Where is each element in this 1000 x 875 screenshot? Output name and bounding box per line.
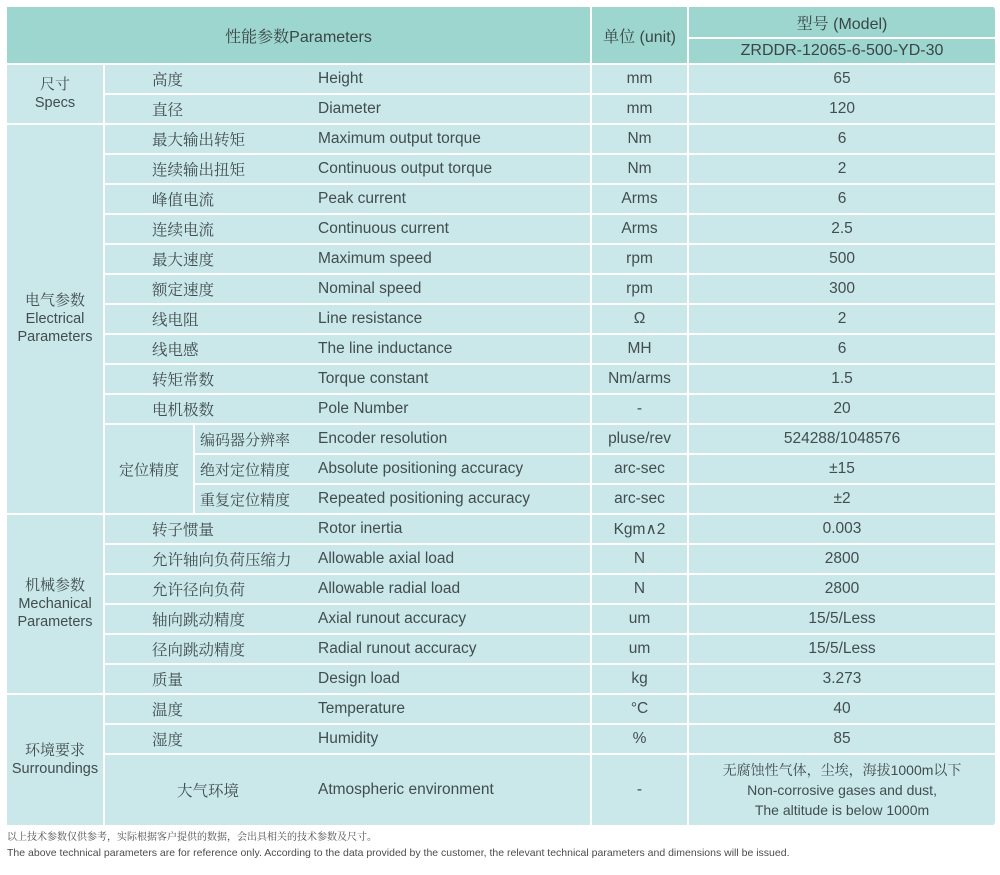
table-row (6, 184, 995, 214)
spec-table-container (5, 5, 995, 827)
footnote (5, 827, 995, 861)
param-unit: rpm (591, 274, 688, 304)
table-row (6, 754, 995, 826)
param-value: 1.5 (688, 364, 995, 394)
param-unit: um (591, 604, 688, 634)
param-cn: 大气环境 (104, 754, 311, 826)
param-unit: N (591, 574, 688, 604)
section-label-en: Mechanical Parameters (17, 596, 93, 631)
param-value: 300 (688, 274, 995, 304)
param-unit: pluse/rev (591, 424, 688, 454)
table-row (6, 244, 995, 274)
param-cn: 直径 (104, 94, 311, 124)
param-value: 15/5/Less (688, 604, 995, 634)
param-cn: 轴向跳动精度 (104, 604, 311, 634)
param-cn: 编码器分辨率 (194, 424, 311, 454)
param-value: 524288/1048576 (688, 424, 995, 454)
param-unit: Arms (591, 214, 688, 244)
param-en: Design load (311, 664, 591, 694)
value-line: 无腐蚀性气体，尘埃，海拔1000m以下 (722, 761, 962, 778)
section-label-cn: 环境要求 (24, 741, 85, 759)
table-row (6, 724, 995, 754)
param-en: Humidity (311, 724, 591, 754)
param-cn: 额定速度 (104, 274, 311, 304)
param-value: 2800 (688, 544, 995, 574)
param-cn: 转矩常数 (104, 364, 311, 394)
param-en: Line resistance (311, 304, 591, 334)
param-unit: mm (591, 94, 688, 124)
section-surroundings (6, 694, 104, 826)
table-row (6, 334, 995, 364)
table-row (6, 154, 995, 184)
param-value: 500 (688, 244, 995, 274)
param-unit: Nm (591, 154, 688, 184)
param-value: 2800 (688, 574, 995, 604)
param-en: Temperature (311, 694, 591, 724)
param-en: Diameter (311, 94, 591, 124)
param-value: ±2 (688, 484, 995, 514)
param-cn: 连续电流 (104, 214, 311, 244)
param-en: Allowable axial load (311, 544, 591, 574)
param-en: Allowable radial load (311, 574, 591, 604)
section-mechanical (6, 514, 104, 694)
param-unit: MH (591, 334, 688, 364)
param-en: Repeated positioning accuracy (311, 484, 591, 514)
param-cn: 最大输出转矩 (104, 124, 311, 154)
param-value: 3.273 (688, 664, 995, 694)
table-row (6, 274, 995, 304)
param-cn: 径向跳动精度 (104, 634, 311, 664)
param-value: 6 (688, 334, 995, 364)
param-en: Maximum output torque (311, 124, 591, 154)
param-en: Axial runout accuracy (311, 604, 591, 634)
table-row (6, 694, 995, 724)
param-unit: Nm (591, 124, 688, 154)
param-value: 65 (688, 64, 995, 94)
section-label-cn: 电气参数 (24, 291, 85, 309)
param-cn: 最大速度 (104, 244, 311, 274)
table-row (6, 124, 995, 154)
param-en: Peak current (311, 184, 591, 214)
header-model-number: ZRDDR-12065-6-500-YD-30 (688, 38, 995, 64)
param-cn: 高度 (104, 64, 311, 94)
param-en: Continuous current (311, 214, 591, 244)
header-unit: 单位 (unit) (591, 6, 688, 64)
table-row (6, 304, 995, 334)
param-cn: 电机极数 (104, 394, 311, 424)
param-unit: Kgm∧2 (591, 514, 688, 544)
value-line: The altitude is below 1000m (754, 802, 930, 819)
param-cn: 温度 (104, 694, 311, 724)
param-unit: um (591, 634, 688, 664)
param-cn: 允许轴向负荷压缩力 (104, 544, 311, 574)
param-cn: 转子惯量 (104, 514, 311, 544)
section-label-en: Electrical Parameters (17, 311, 93, 346)
table-row (6, 64, 995, 94)
value-line: Non-corrosive gases and dust, (747, 781, 937, 798)
param-cn: 线电阻 (104, 304, 311, 334)
header-model: 型号 (Model) (688, 6, 995, 38)
param-value: 15/5/Less (688, 634, 995, 664)
param-cn: 重复定位精度 (194, 484, 311, 514)
param-value: 85 (688, 724, 995, 754)
param-cn: 连续输出扭矩 (104, 154, 311, 184)
param-unit: - (591, 754, 688, 826)
footnote-en: The above technical parameters are for reference only. According to the data provided by the customer, the relevant technical parameters and dimensions will be issued. (7, 846, 790, 859)
param-en: Radial runout accuracy (311, 634, 591, 664)
param-unit: mm (591, 64, 688, 94)
section-specs (6, 64, 104, 124)
param-en: Rotor inertia (311, 514, 591, 544)
section-electrical (6, 124, 104, 514)
table-row (6, 664, 995, 694)
param-value: ±15 (688, 454, 995, 484)
header-parameters: 性能参数Parameters (6, 6, 591, 64)
footnote-cn: 以上技术参数仅供参考，实际根据客户提供的数据，会出具相关的技术参数及尺寸。 (7, 832, 377, 843)
table-row (6, 214, 995, 244)
param-value: 2 (688, 304, 995, 334)
param-en: Encoder resolution (311, 424, 591, 454)
table-header-row (6, 6, 995, 38)
param-en: Absolute positioning accuracy (311, 454, 591, 484)
param-cn: 绝对定位精度 (194, 454, 311, 484)
spec-table (5, 5, 995, 827)
param-value: 0.003 (688, 514, 995, 544)
param-en: Continuous output torque (311, 154, 591, 184)
param-value: 6 (688, 184, 995, 214)
param-unit: arc-sec (591, 454, 688, 484)
table-row (6, 634, 995, 664)
section-label-en: Surroundings (11, 761, 99, 778)
param-value: 2.5 (688, 214, 995, 244)
param-en: Atmospheric environment (311, 754, 591, 826)
param-value: 40 (688, 694, 995, 724)
param-value: 20 (688, 394, 995, 424)
param-unit: % (591, 724, 688, 754)
param-en: Nominal speed (311, 274, 591, 304)
table-row (6, 514, 995, 544)
param-cn: 峰值电流 (104, 184, 311, 214)
param-cn: 线电感 (104, 334, 311, 364)
param-cn: 质量 (104, 664, 311, 694)
param-unit: Arms (591, 184, 688, 214)
param-en: Pole Number (311, 394, 591, 424)
table-row (6, 394, 995, 424)
param-en: Torque constant (311, 364, 591, 394)
param-en: Maximum speed (311, 244, 591, 274)
param-en: The line inductance (311, 334, 591, 364)
table-row (6, 544, 995, 574)
param-unit: - (591, 394, 688, 424)
param-cn: 允许径向负荷 (104, 574, 311, 604)
param-unit: Nm/arms (591, 364, 688, 394)
param-unit: kg (591, 664, 688, 694)
table-row (6, 424, 995, 454)
section-label-cn: 尺寸 (39, 75, 70, 93)
param-value: 120 (688, 94, 995, 124)
param-unit: °C (591, 694, 688, 724)
param-unit: Ω (591, 304, 688, 334)
table-row (6, 574, 995, 604)
param-en: Height (311, 64, 591, 94)
param-unit: N (591, 544, 688, 574)
table-row (6, 94, 995, 124)
section-label-cn: 机械参数 (24, 576, 85, 594)
table-row (6, 364, 995, 394)
param-value: 2 (688, 154, 995, 184)
param-value: 6 (688, 124, 995, 154)
table-row (6, 604, 995, 634)
subgroup-positioning-accuracy: 定位精度 (104, 424, 194, 514)
param-cn: 湿度 (104, 724, 311, 754)
section-label-en: Specs (34, 95, 76, 112)
param-unit: rpm (591, 244, 688, 274)
param-unit: arc-sec (591, 484, 688, 514)
param-value (688, 754, 995, 826)
